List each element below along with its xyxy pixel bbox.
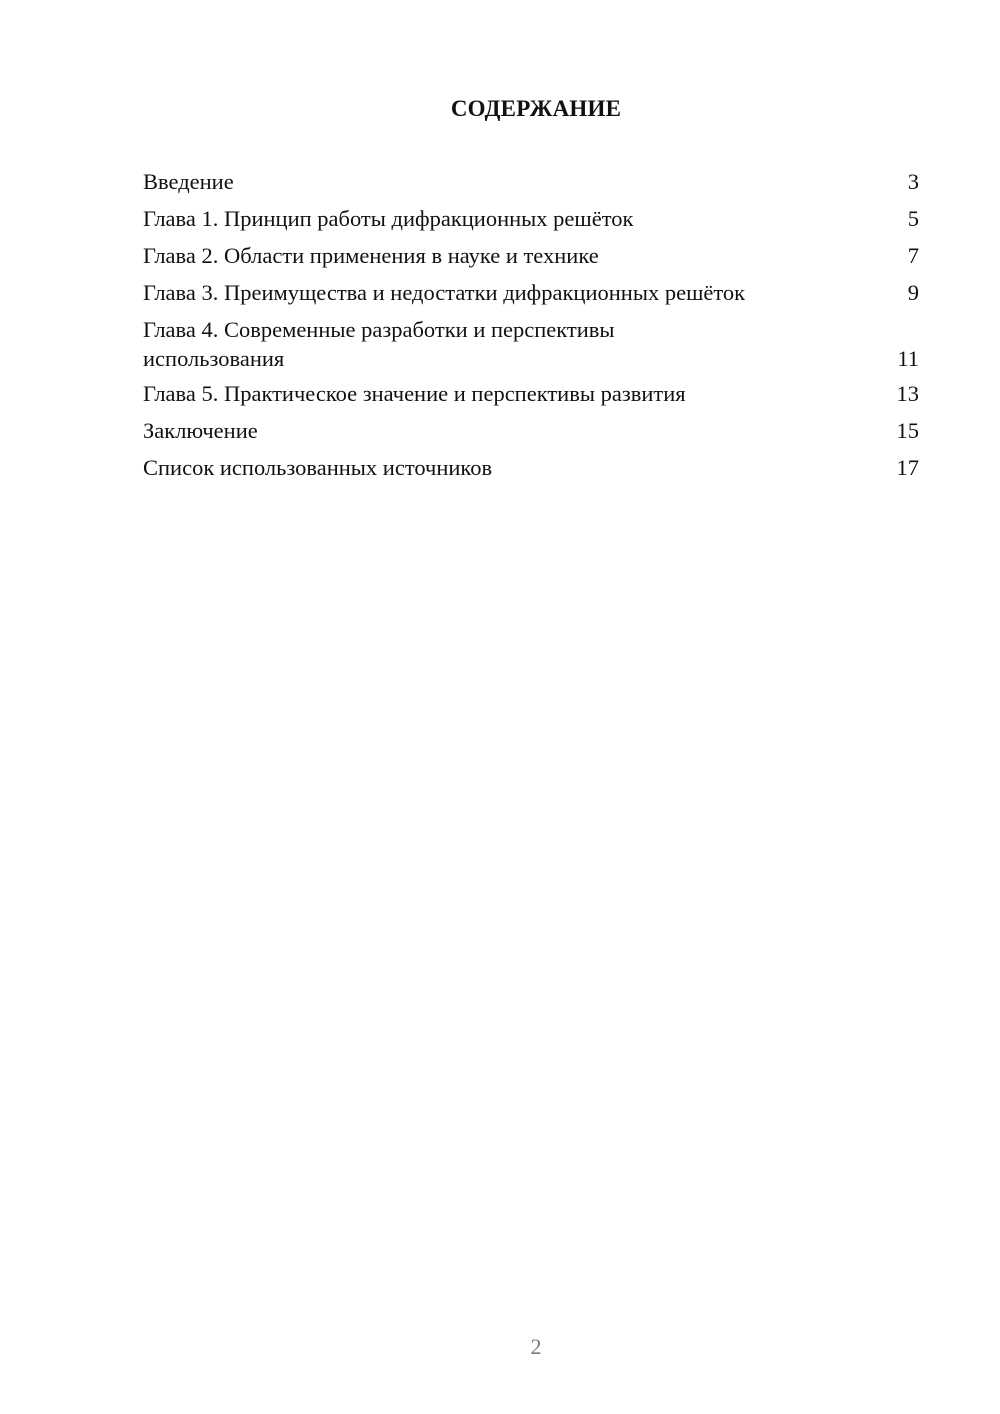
- toc-entry-chapter-4[interactable]: [143, 315, 919, 379]
- toc-entry-page: 9: [907, 280, 919, 305]
- toc-entry-text: Список использованных источников: [143, 455, 493, 480]
- toc-entry-chapter-1[interactable]: [143, 204, 919, 241]
- toc-entry-page: 17: [896, 455, 919, 480]
- toc-entry-page: 15: [896, 418, 919, 443]
- toc-entry-text: Введение: [143, 169, 234, 194]
- toc-entry-conclusion[interactable]: [143, 416, 919, 453]
- toc-entry-text: Глава 4. Современные разработки и перспективы использования: [143, 317, 615, 371]
- toc-entry-text: Глава 1. Принцип работы дифракционных решёток: [143, 206, 634, 231]
- toc-entry-page: 5: [907, 206, 919, 231]
- toc-entry-introduction[interactable]: [143, 167, 919, 204]
- toc-entry-text: Глава 2. Области применения в науке и технике: [143, 243, 599, 268]
- toc-entry-references[interactable]: [143, 453, 919, 490]
- toc-heading: СОДЕРЖАНИЕ: [450, 96, 622, 121]
- table-of-contents: [143, 167, 919, 490]
- toc-entry-page: 11: [897, 346, 919, 371]
- toc-entry-page: 13: [896, 381, 919, 406]
- toc-entry-text: Заключение: [143, 418, 258, 443]
- toc-entry-text: Глава 3. Преимущества и недостатки дифракционных решёток: [143, 280, 746, 305]
- toc-entry-chapter-3[interactable]: [143, 278, 919, 315]
- toc-entry-page: 7: [907, 243, 919, 268]
- toc-entry-chapter-2[interactable]: [143, 241, 919, 278]
- toc-entry-chapter-5[interactable]: [143, 379, 919, 416]
- page-number: 2: [530, 1334, 542, 1359]
- toc-entry-text: Глава 5. Практическое значение и перспективы развития: [143, 381, 686, 406]
- toc-entry-page: 3: [907, 169, 919, 194]
